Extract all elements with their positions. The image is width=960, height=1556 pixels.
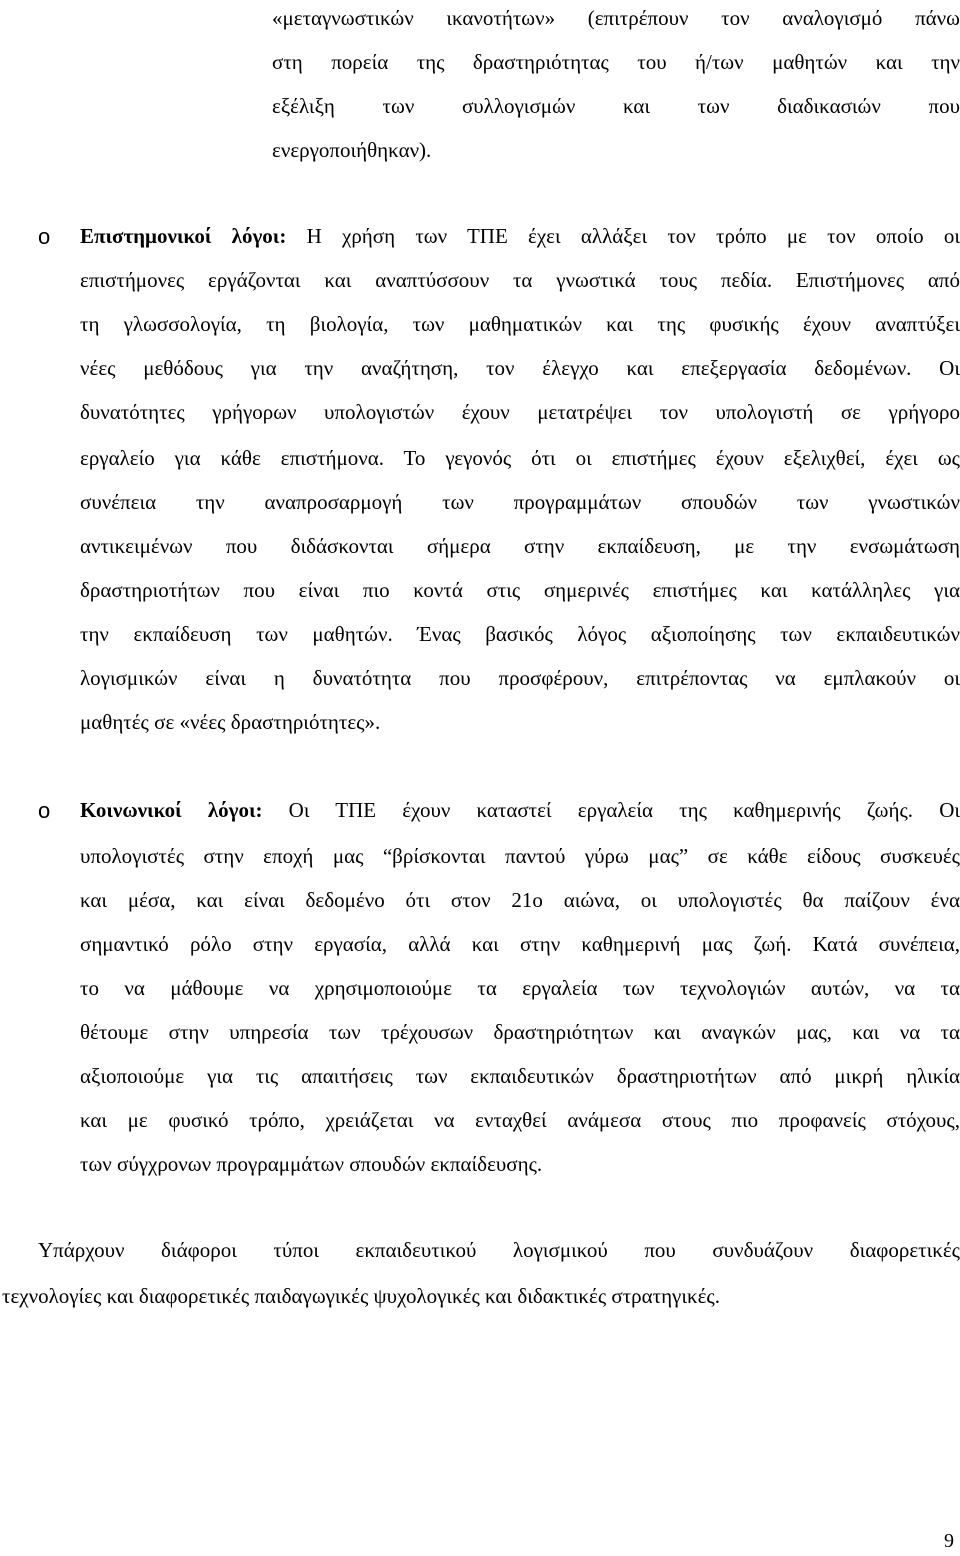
- text-line: Υπάρχουν διάφοροι τύποι εκπαιδευτικού λογισμικού που συνδυάζουν διαφορετικές: [38, 1238, 960, 1262]
- text-line: αξιοποιούμε για τις απαιτήσεις των εκπαιδευτικών δραστηριοτήτων από μικρή ηλικία: [80, 1064, 960, 1088]
- text-line: νέες μεθόδους για την αναζήτηση, τον έλεγχο και επεξεργασία δεδομένων. Οι: [80, 356, 960, 380]
- bullet-heading: Κοινωνικοί λόγοι:: [80, 798, 263, 822]
- text-line: δυνατότητες γρήγορων υπολογιστών έχουν μετατρέψει τον υπολογιστή σε γρήγορο: [80, 400, 960, 424]
- text-line: την εκπαίδευση των μαθητών. Ένας βασικός λόγος αξιοποίησης των εκπαιδευτικών: [80, 622, 960, 646]
- text-line: υπολογιστές στην εποχή μας “βρίσκονται παντού γύρω μας” σε κάθε είδους συσκευές: [80, 844, 960, 868]
- text-line: των σύγχρονων προγραμμάτων σπουδών εκπαίδευσης.: [80, 1152, 543, 1176]
- text-line: και μέσα, και είναι δεδομένο ότι στον 21ο αιώνα, οι υπολογιστές θα παίζουν ένα: [80, 888, 960, 912]
- text-line: τη γλωσσολογία, τη βιολογία, των μαθηματικών και της φυσικής έχουν αναπτύξει: [80, 312, 960, 336]
- bullet-marker: o: [38, 798, 51, 823]
- text-line: αντικειμένων που διδάσκονται σήμερα στην εκπαίδευση, με την ενσωμάτωση: [80, 534, 960, 558]
- bullet-first-line: [80, 800, 960, 821]
- text-line: μαθητές σε «νέες δραστηριότητες».: [80, 710, 381, 734]
- text-line: στη πορεία της δραστηριότητας του ή/των μαθητών και την: [272, 50, 960, 74]
- text-line: σημαντικό ρόλο στην εργασία, αλλά και στην καθημερινή μας ζωή. Κατά συνέπεια,: [80, 932, 960, 956]
- bullet-first-line-text: Η χρήση των ΤΠΕ έχει αλλάξει τον τρόπο με τον οποίο οι: [306, 224, 960, 248]
- bullet-marker: o: [38, 224, 51, 249]
- text-line: θέτουμε στην υπηρεσία των τρέχουσων δραστηριότητων και αναγκών μας, και να τα: [80, 1020, 960, 1044]
- text-line: επιστήμονες εργάζονται και αναπτύσσουν τα γνωστικά τους πεδία. Επιστήμονες από: [80, 268, 960, 292]
- text-line: λογισμικών είναι η δυνατότητα που προσφέρουν, επιτρέποντας να εμπλακούν οι: [80, 666, 960, 690]
- bullet-first-line: [80, 226, 960, 247]
- text-line: εργαλείο για κάθε επιστήμονα. Το γεγονός ότι οι επιστήμες έχουν εξελιχθεί, έχει ως: [80, 446, 960, 470]
- bullet-heading: Επιστημονικοί λόγοι:: [80, 224, 287, 248]
- text-line: εξέλιξη των συλλογισμών και των διαδικασιών που: [272, 94, 960, 118]
- bullet-first-line-text: Οι ΤΠΕ έχουν καταστεί εργαλεία της καθημερινής ζωής. Οι: [288, 798, 960, 822]
- text-line: «μεταγνωστικών ικανοτήτων» (επιτρέπουν τον αναλογισμό πάνω: [272, 6, 960, 30]
- text-line: ενεργοποιήθηκαν).: [272, 138, 432, 162]
- page-number: 9: [944, 1530, 954, 1552]
- text-line: και με φυσικό τρόπο, χρειάζεται να ενταχθεί ανάμεσα στους πιο προφανείς στόχους,: [80, 1108, 960, 1132]
- text-line: συνέπεια την αναπροσαρμογή των προγραμμάτων σπουδών των γνωστικών: [80, 490, 960, 514]
- text-line: δραστηριοτήτων που είναι πιο κοντά στις σημερινές επιστήμες και κατάλληλες για: [80, 578, 960, 602]
- text-line: το να μάθουμε να χρησιμοποιούμε τα εργαλεία των τεχνολογιών αυτών, να τα: [80, 976, 960, 1000]
- text-line: τεχνολογίες και διαφορετικές παιδαγωγικές ψυχολογικές και διδακτικές στρατηγικές.: [2, 1284, 720, 1308]
